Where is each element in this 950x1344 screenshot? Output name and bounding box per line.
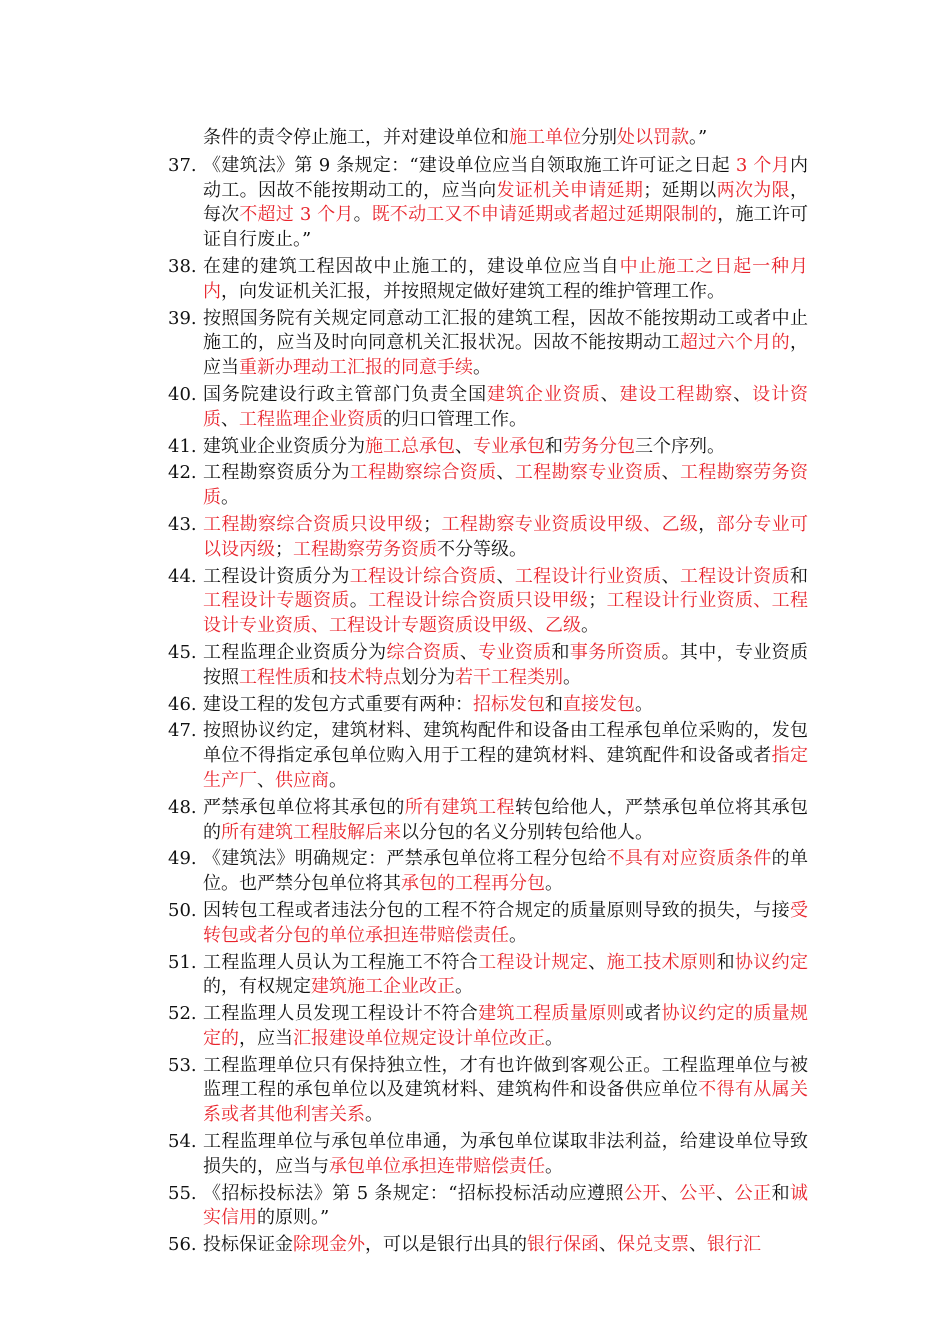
body-text: 、 (689, 1234, 707, 1256)
body-text: 。 (455, 976, 473, 998)
highlighted-text: 若干工程类别 (455, 666, 563, 688)
body-text: 分别 (581, 127, 617, 148)
body-text: 、 (600, 383, 620, 405)
item-number: 49. (168, 848, 197, 870)
body-text: 和 (545, 435, 563, 457)
body-text: 、 (599, 1234, 617, 1256)
body-text: 的，有权规定 (203, 976, 311, 998)
body-text: 。 (353, 204, 372, 226)
body-text: ，向发证机关汇报，并按照规定做好建筑工程的维护管理工作。 (221, 280, 725, 302)
highlighted-text: 协议约定的质量规定的 (203, 1003, 808, 1049)
highlighted-text: 保兑支票 (617, 1234, 689, 1256)
body-text: 。 (365, 1104, 383, 1126)
body-text: 。其中，专业资质按照 (203, 641, 808, 688)
highlighted-text: 公正 (734, 1182, 772, 1204)
highlighted-text: 承包的工程再分包 (401, 873, 545, 895)
item-number: 43. (168, 513, 197, 535)
list-item (168, 1054, 808, 1128)
highlighted-text: 建筑企业资质 (487, 383, 601, 405)
body-text: ，应当 (239, 1027, 293, 1049)
body-text: 和 (790, 565, 808, 587)
body-text: 。 (545, 1155, 563, 1177)
highlighted-text: 工程勘察综合资质 (349, 462, 497, 484)
body-text: 。 (221, 487, 239, 509)
body-text: ； (588, 590, 607, 612)
highlighted-text: 超过六个月的 (679, 332, 790, 354)
list-item (168, 899, 808, 949)
body-text: 和 (716, 951, 735, 973)
highlighted-text: 综合资质 (386, 641, 460, 663)
item-number: 38. (168, 255, 197, 277)
body-text: ；延期以 (643, 179, 717, 201)
item-number: 42. (168, 462, 197, 484)
body-text: 因转包工程或者违法分包的工程不符合规定的质量原则导致的损失，与接 (203, 899, 790, 921)
highlighted-text: 专业资质 (478, 641, 552, 663)
highlighted-text: 所有建筑工程肢解后来 (221, 821, 401, 843)
body-text: 按照协议约定，建筑材料、建筑构配件和设备由工程承包单位采购的，发包单位不得指定承包单位购入用于工程的建筑材料、建筑配件和设备或者 (203, 720, 808, 767)
highlighted-text: 重新办理动工汇报的同意手续 (239, 357, 473, 379)
highlighted-text: 银行汇 (707, 1234, 761, 1256)
body-text: 。 (473, 357, 491, 379)
highlighted-text: 所有建筑工程 (404, 796, 515, 818)
highlighted-text: 技术特点 (329, 666, 401, 688)
highlighted-text: 两次为限 (716, 179, 790, 201)
body-text: 和 (771, 1182, 791, 1204)
highlighted-text: 专业承包 (473, 435, 545, 457)
highlighted-text: 部分专业可以设丙级 (203, 513, 808, 560)
body-text: 工程监理单位只有保持独立性，才有也许做到客观公正。工程监理单位与被监理工程的承包单位以及建筑材料、建筑构件和设备供应单位 (203, 1054, 808, 1101)
body-text: 、 (257, 769, 275, 791)
body-text: 按照国务院有关规定同意动工汇报的建筑工程，因故不能按期动工或者中止施工的，应当及时向同意机关汇报状况。因故不能按期动工 (203, 307, 808, 354)
list-item (168, 1130, 808, 1180)
item-number: 37. (168, 154, 197, 176)
highlighted-text: 施工总承包 (365, 435, 455, 457)
highlighted-text: 3 个月 (735, 154, 790, 176)
body-text: 、 (496, 565, 515, 587)
highlighted-text: 施工技术原则 (606, 951, 717, 973)
body-text: 、 (661, 565, 680, 587)
body-text: 、 (588, 951, 607, 973)
highlighted-text: 招标发包 (473, 693, 545, 715)
body-text: ； (275, 538, 293, 560)
highlighted-text: 不具有对应资质条件 (606, 848, 772, 870)
list-item (168, 796, 808, 846)
body-text: 和 (551, 641, 570, 663)
item-number: 46. (168, 693, 197, 715)
list-item (168, 461, 808, 511)
body-text: 不分等级。 (437, 538, 527, 560)
body-text: 。” (689, 127, 708, 148)
list-item (168, 255, 808, 305)
body-text: 的归口管理工作。 (383, 408, 527, 430)
body-text: 。 (329, 769, 347, 791)
item-number: 47. (168, 720, 197, 742)
body-text: 、 (660, 1182, 680, 1204)
highlighted-text: 工程设计资质 (679, 565, 790, 587)
highlighted-text: 建设工程勘察 (619, 383, 734, 405)
item-number: 44. (168, 565, 197, 587)
highlighted-text: 工程设计综合资质 (349, 565, 497, 587)
highlighted-text: 工程设计专题资质 (203, 590, 350, 612)
list-item (168, 565, 808, 639)
item-number: 52. (168, 1003, 197, 1025)
list-item (168, 513, 808, 563)
highlighted-text: 发证机关申请延期 (496, 179, 644, 201)
body-text: ，施工许可证自行废止。” (203, 204, 809, 251)
highlighted-text: 工程设计行业资质、工程设计专业资质、工程设计专题资质设甲级、乙级 (203, 590, 808, 637)
body-text: 、 (496, 462, 515, 484)
highlighted-text: 工程设计行业资质 (514, 565, 662, 587)
body-text: 工程监理人员发现工程设计不符合 (203, 1003, 479, 1025)
body-text: 以分包的名义分别转包给他人。 (401, 821, 653, 843)
list-item (168, 1182, 808, 1232)
body-text: 建筑业企业资质分为 (203, 435, 365, 457)
highlighted-text: 供应商 (275, 769, 329, 791)
item-number: 39. (168, 307, 197, 329)
list-item (168, 1002, 808, 1052)
body-text: 。 (545, 1027, 563, 1049)
highlighted-text: 施工单位 (509, 127, 581, 148)
highlighted-text: 银行保函 (527, 1234, 599, 1256)
body-text: 工程设计资质分为 (203, 565, 350, 587)
highlighted-text: 事务所资质 (569, 641, 662, 663)
item-number: 54. (168, 1131, 197, 1153)
highlighted-text: 公平 (679, 1182, 717, 1204)
body-text: 。 (563, 666, 581, 688)
highlighted-text: 工程勘察劳务资质 (203, 462, 808, 509)
list-item (168, 719, 808, 793)
body-text: 、 (716, 1182, 735, 1204)
body-text: 、 (221, 408, 239, 430)
body-text: 严禁承包单位将其承包的 (203, 796, 405, 818)
item-number: 56. (168, 1234, 197, 1256)
body-text: 。 (509, 924, 527, 946)
body-text: 、 (459, 641, 479, 663)
body-text: 、 (455, 435, 473, 457)
body-text: 和 (545, 693, 563, 715)
body-text: 划分为 (401, 666, 455, 688)
highlighted-text: 工程性质 (239, 666, 311, 688)
body-text: 投标保证金 (203, 1234, 293, 1256)
highlighted-text: 承包单位承担连带赔偿责任 (329, 1155, 545, 1177)
list-item (168, 307, 808, 381)
item-number: 45. (168, 641, 197, 663)
body-text: 或者 (624, 1003, 662, 1025)
highlighted-text: 工程设计综合资质只设甲级 (368, 590, 589, 612)
list-item (168, 951, 808, 1001)
highlighted-text: 受转包或者分包的单位承担连带赔偿责任 (203, 899, 808, 946)
numbered-list (168, 126, 808, 1258)
body-text: ，每次 (203, 179, 808, 226)
body-text: 的单位。也严禁分包单位将其 (203, 848, 808, 895)
item-number: 50. (168, 899, 197, 921)
body-text: 条件的责令停止施工，并对建设单位和 (203, 127, 509, 148)
body-text: 。 (545, 873, 563, 895)
body-text: ，可以是银行出具的 (365, 1234, 527, 1256)
body-text: 内动工。因故不能按期动工的，应当向 (203, 154, 808, 201)
list-item (168, 693, 808, 718)
body-text: 《招标投标法》第 5 条规定：“招标投标活动应遵照 (203, 1182, 624, 1204)
highlighted-text: 设计资质 (203, 383, 809, 430)
body-text: 《建筑法》明确规定：严禁承包单位将工程分包给 (203, 848, 607, 870)
body-text: 和 (311, 666, 329, 688)
highlighted-text: 工程勘察劳务资质 (293, 538, 437, 560)
body-text: ； (423, 513, 442, 535)
highlighted-text: 工程勘察专业资质 (514, 462, 662, 484)
body-text: 、 (661, 462, 680, 484)
body-text: 工程监理企业资质分为 (203, 641, 387, 663)
highlighted-text: 工程监理企业资质 (239, 408, 383, 430)
body-text: 《建筑法》第 9 条规定：“建设单位应当自领取施工许可证之日起 (203, 154, 736, 176)
highlighted-text: 诚实信用 (203, 1182, 809, 1229)
highlighted-text: 指定生产厂 (203, 745, 808, 791)
body-text: 。 (635, 693, 653, 715)
highlighted-text: 工程勘察专业资质设甲级、乙级 (441, 513, 699, 535)
body-text: ，应当 (203, 332, 808, 379)
highlighted-text: 除现金外 (293, 1234, 365, 1256)
body-text: 工程监理人员认为工程施工不符合 (203, 951, 479, 973)
highlighted-text: 不得有从属关系或者其他利害关系 (203, 1079, 808, 1126)
item-number: 55. (168, 1182, 197, 1204)
highlighted-text: 不超过 3 个月 (239, 204, 354, 226)
body-text: 、 (733, 383, 753, 405)
highlighted-text: 汇报建设单位规定设计单位改正 (293, 1027, 545, 1049)
body-text: 建设工程的发包方式重要有两种： (203, 693, 473, 715)
body-text: 。 (581, 615, 599, 637)
list-item (168, 154, 808, 253)
body-text: 的原则。” (257, 1207, 330, 1229)
highlighted-text: 建筑施工企业改正 (311, 976, 455, 998)
body-text: 转包给他人，严禁承包单位将其承包的 (203, 796, 808, 843)
list-item (168, 126, 808, 151)
body-text: 。 (349, 590, 369, 612)
highlighted-text: 直接发包 (563, 693, 635, 715)
body-text: 工程勘察资质分为 (203, 462, 350, 484)
highlighted-text: 处以罚款 (617, 127, 689, 148)
body-text: 国务院建设行政主管部门负责全国 (203, 383, 488, 405)
highlighted-text: 协议约定 (734, 951, 808, 973)
highlighted-text: 中止施工之日起一种月内 (203, 255, 808, 302)
body-text: ， (698, 513, 717, 535)
highlighted-text: 劳务分包 (563, 435, 635, 457)
highlighted-text: 既不动工又不申请延期或者超过延期限制的 (371, 204, 718, 226)
highlighted-text: 公开 (623, 1182, 661, 1204)
list-item (168, 641, 808, 691)
item-number: 41. (168, 435, 197, 457)
body-text: 在建的建筑工程因故中止施工的，建设单位应当自 (203, 255, 620, 277)
list-item (168, 847, 808, 897)
list-item (168, 1233, 808, 1258)
body-text: 工程监理单位与承包单位串通，为承包单位谋取非法利益，给建设单位导致损失的，应当与 (203, 1131, 808, 1177)
highlighted-text: 工程勘察综合资质只设甲级 (203, 513, 424, 535)
item-number: 40. (168, 383, 197, 405)
list-item (168, 383, 808, 433)
highlighted-text: 工程设计规定 (478, 951, 589, 973)
item-number: 48. (168, 796, 197, 818)
highlighted-text: 建筑工程质量原则 (478, 1003, 625, 1025)
list-item (168, 435, 808, 460)
body-text: 三个序列。 (635, 435, 725, 457)
item-number: 53. (168, 1054, 197, 1076)
item-number: 51. (168, 951, 197, 973)
